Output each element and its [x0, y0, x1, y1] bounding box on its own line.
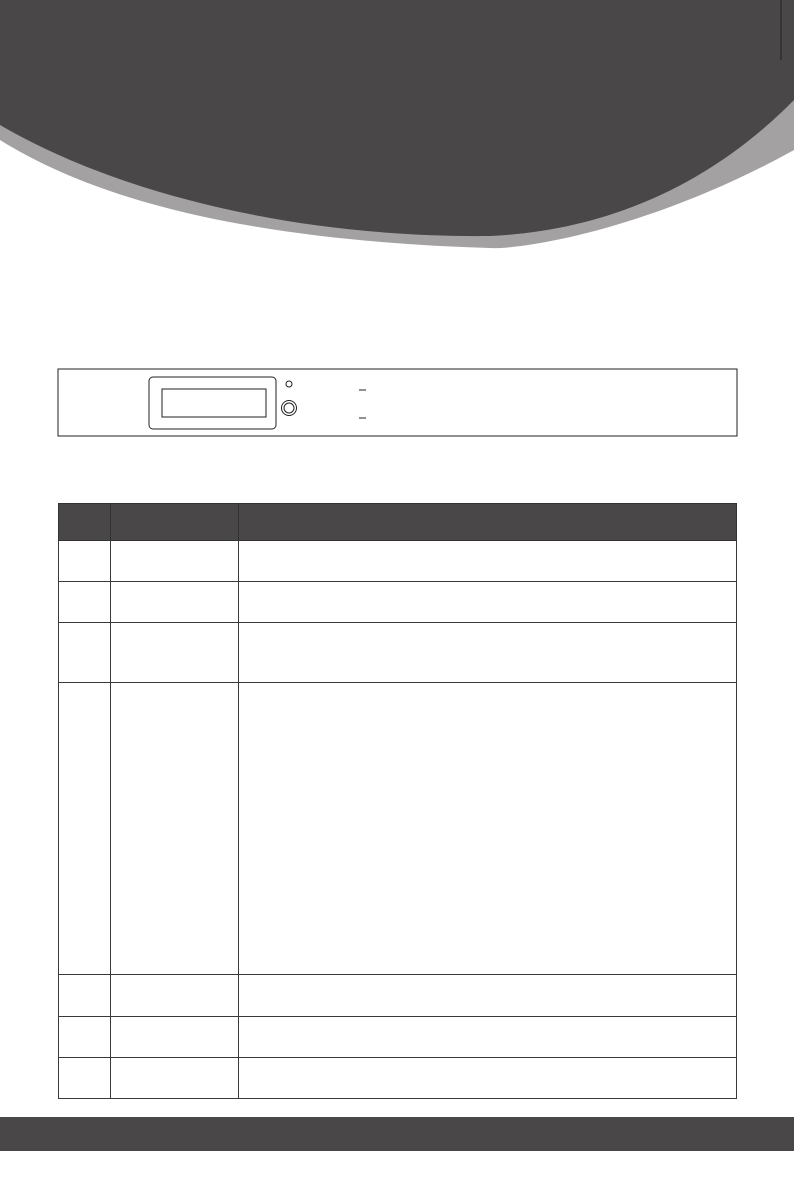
- row-description: [239, 1058, 737, 1099]
- table-row: [59, 582, 737, 623]
- front-panel-diagram: [0, 320, 794, 480]
- row-description: [239, 975, 737, 1017]
- header-wave-graphic: [0, 0, 794, 260]
- row-description: [239, 541, 737, 582]
- row-number: [59, 1058, 111, 1099]
- table-row: [59, 541, 737, 582]
- table-row: [59, 683, 737, 975]
- row-number: [59, 975, 111, 1017]
- row-description: [239, 1017, 737, 1058]
- row-description: [239, 582, 737, 623]
- footer-band: [0, 1117, 794, 1151]
- row-number: [59, 623, 111, 683]
- row-name: [111, 1017, 239, 1058]
- row-number: [59, 541, 111, 582]
- row-number: [59, 582, 111, 623]
- row-name: [111, 683, 239, 975]
- device-front-panel: [58, 369, 737, 436]
- front-panel-description-table: [58, 503, 737, 1099]
- row-name: [111, 1058, 239, 1099]
- row-description: [239, 623, 737, 683]
- header-name: [111, 504, 239, 541]
- header-no: [59, 504, 111, 541]
- row-number: [59, 1017, 111, 1058]
- row-name: [111, 582, 239, 623]
- table-row: [59, 1058, 737, 1099]
- table-row: [59, 975, 737, 1017]
- header-description: [239, 504, 737, 541]
- row-name: [111, 975, 239, 1017]
- row-name: [111, 623, 239, 683]
- table-row: [59, 623, 737, 683]
- table-row: [59, 1017, 737, 1058]
- table-header-row: [59, 504, 737, 541]
- row-number: [59, 683, 111, 975]
- row-name: [111, 541, 239, 582]
- row-description: [239, 683, 737, 975]
